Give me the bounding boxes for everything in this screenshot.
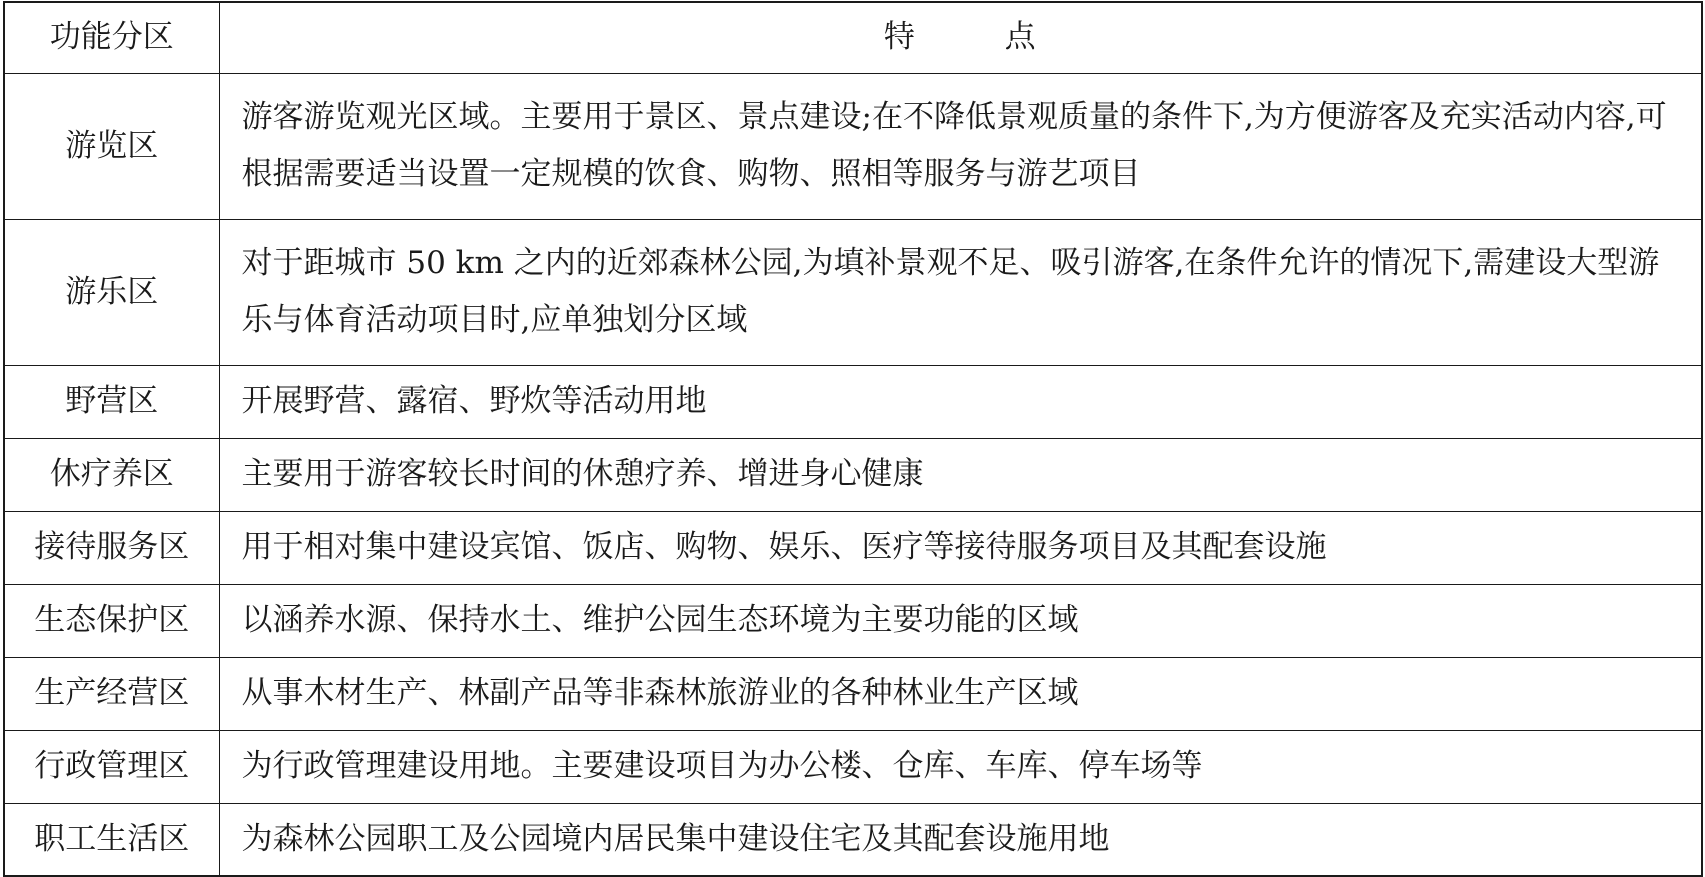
table-row	[4, 584, 1702, 657]
table-row	[4, 438, 1702, 511]
zone-feature: 用于相对集中建设宾馆、饭店、购物、娱乐、医疗等接待服务项目及其配套设施	[219, 511, 1702, 584]
table-row	[4, 657, 1702, 730]
zone-name: 游览区	[4, 73, 219, 219]
zone-name: 生产经营区	[4, 657, 219, 730]
zone-feature: 开展野营、露宿、野炊等活动用地	[219, 365, 1702, 438]
table-row	[4, 219, 1702, 365]
zone-name: 职工生活区	[4, 803, 219, 876]
functional-zones-table	[3, 1, 1703, 877]
zone-name: 接待服务区	[4, 511, 219, 584]
header-feature: 特 点	[219, 2, 1702, 73]
table-row	[4, 365, 1702, 438]
zone-name: 行政管理区	[4, 730, 219, 803]
table-row	[4, 730, 1702, 803]
zone-name: 休疗养区	[4, 438, 219, 511]
header-zone: 功能分区	[4, 2, 219, 73]
table-row	[4, 803, 1702, 876]
zone-feature: 为森林公园职工及公园境内居民集中建设住宅及其配套设施用地	[219, 803, 1702, 876]
zone-feature: 从事木材生产、林副产品等非森林旅游业的各种林业生产区域	[219, 657, 1702, 730]
table-header-row	[4, 2, 1702, 73]
table-row	[4, 73, 1702, 219]
zone-feature: 对于距城市 50 km 之内的近郊森林公园,为填补景观不足、吸引游客,在条件允许的情况下,需建设大型游乐与体育活动项目时,应单独划分区域	[219, 219, 1702, 365]
zone-feature: 游客游览观光区域。主要用于景区、景点建设;在不降低景观质量的条件下,为方便游客及充实活动内容,可根据需要适当设置一定规模的饮食、购物、照相等服务与游艺项目	[219, 73, 1702, 219]
zone-feature: 为行政管理建设用地。主要建设项目为办公楼、仓库、车库、停车场等	[219, 730, 1702, 803]
zone-feature: 以涵养水源、保持水土、维护公园生态环境为主要功能的区域	[219, 584, 1702, 657]
zone-name: 生态保护区	[4, 584, 219, 657]
zone-name: 游乐区	[4, 219, 219, 365]
table-row	[4, 511, 1702, 584]
zone-name: 野营区	[4, 365, 219, 438]
zone-feature: 主要用于游客较长时间的休憩疗养、增进身心健康	[219, 438, 1702, 511]
